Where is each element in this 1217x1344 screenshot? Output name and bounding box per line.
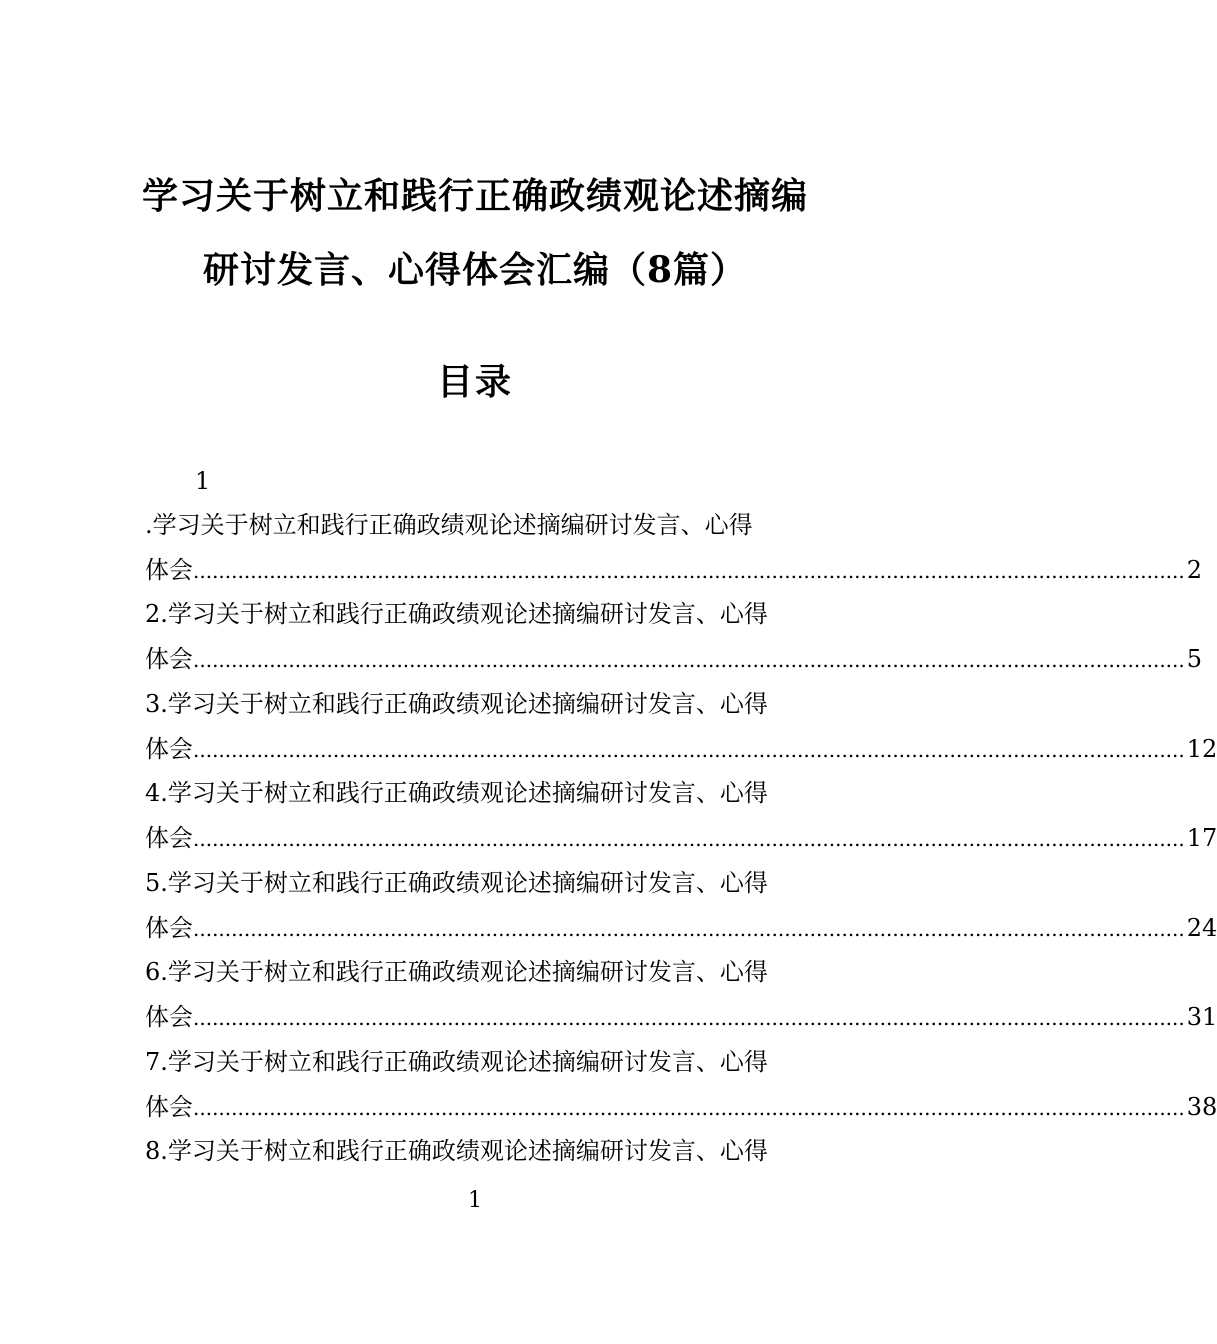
toc-entry-5-title[interactable] [145, 867, 805, 899]
dot-leader: ............................................................................................................................................................ [193, 827, 1185, 851]
toc-entry-title-tail: 体会 [145, 735, 193, 763]
toc-entry-title-text: .学习关于树立和践行正确政绩观论述摘编研讨发言、心得 [145, 511, 753, 539]
toc-entry-title-text: 8.学习关于树立和践行正确政绩观论述摘编研讨发言、心得 [145, 1137, 768, 1165]
toc-entry-5-leader[interactable] [145, 912, 1217, 944]
toc-entry-title-tail: 体会 [145, 556, 193, 584]
toc-entry-page-number: 5 [1186, 645, 1203, 673]
toc-heading: 目录 [436, 361, 513, 403]
dot-leader: ............................................................................................................................................................ [193, 1006, 1185, 1030]
toc-entry-1-title[interactable] [145, 509, 805, 541]
toc-entry-page-number: 17 [1186, 824, 1217, 852]
document-title-line-1: 学习关于树立和践行正确政绩观论述摘编 [141, 175, 808, 217]
toc-entry-page-number: 12 [1186, 735, 1217, 763]
toc-entry-title-tail: 体会 [145, 824, 193, 852]
toc-entry-2-leader[interactable] [145, 643, 1203, 675]
toc-entry-1-number: 1 [195, 467, 211, 495]
toc-entry-2-title[interactable] [145, 598, 805, 630]
dot-leader: ............................................................................................................................................................ [193, 917, 1185, 941]
toc-entry-3-title[interactable] [145, 688, 805, 720]
toc-entry-title-text: 4.学习关于树立和践行正确政绩观论述摘编研讨发言、心得 [145, 779, 768, 807]
toc-entry-page-number: 38 [1186, 1093, 1217, 1121]
toc-entry-7-leader[interactable] [145, 1091, 1217, 1123]
toc-entry-page-number: 2 [1186, 556, 1203, 584]
dot-leader: ............................................................................................................................................................ [193, 1096, 1185, 1120]
toc-entry-title-tail: 体会 [145, 1093, 193, 1121]
toc-entry-3-leader[interactable] [145, 733, 1217, 765]
toc-entry-4-leader[interactable] [145, 822, 1217, 854]
toc-entry-1-leader[interactable] [145, 554, 1203, 586]
document-title-line-2: 研讨发言、心得体会汇编（8篇） [202, 249, 748, 291]
toc-entry-title-text: 7.学习关于树立和践行正确政绩观论述摘编研讨发言、心得 [145, 1048, 768, 1076]
page-number: 1 [468, 1188, 482, 1213]
toc-entry-title-text: 2.学习关于树立和践行正确政绩观论述摘编研讨发言、心得 [145, 600, 768, 628]
toc-entry-6-leader[interactable] [145, 1001, 1217, 1033]
toc-entry-8-title[interactable] [145, 1135, 805, 1167]
toc-entry-title-tail: 体会 [145, 1003, 193, 1031]
toc-entry-title-text: 5.学习关于树立和践行正确政绩观论述摘编研讨发言、心得 [145, 869, 768, 897]
dot-leader: ............................................................................................................................................................ [193, 559, 1185, 583]
dot-leader: ............................................................................................................................................................ [193, 648, 1185, 672]
toc-entry-title-text: 3.学习关于树立和践行正确政绩观论述摘编研讨发言、心得 [145, 690, 768, 718]
toc-entry-6-title[interactable] [145, 956, 805, 988]
toc-entry-title-text: 6.学习关于树立和践行正确政绩观论述摘编研讨发言、心得 [145, 958, 768, 986]
toc-entry-7-title[interactable] [145, 1046, 805, 1078]
toc-entry-4-title[interactable] [145, 777, 805, 809]
toc-entry-page-number: 31 [1186, 1003, 1217, 1031]
toc-entry-page-number: 24 [1186, 914, 1217, 942]
toc-entry-title-tail: 体会 [145, 914, 193, 942]
dot-leader: ............................................................................................................................................................ [193, 738, 1185, 762]
toc-entry-title-tail: 体会 [145, 645, 193, 673]
